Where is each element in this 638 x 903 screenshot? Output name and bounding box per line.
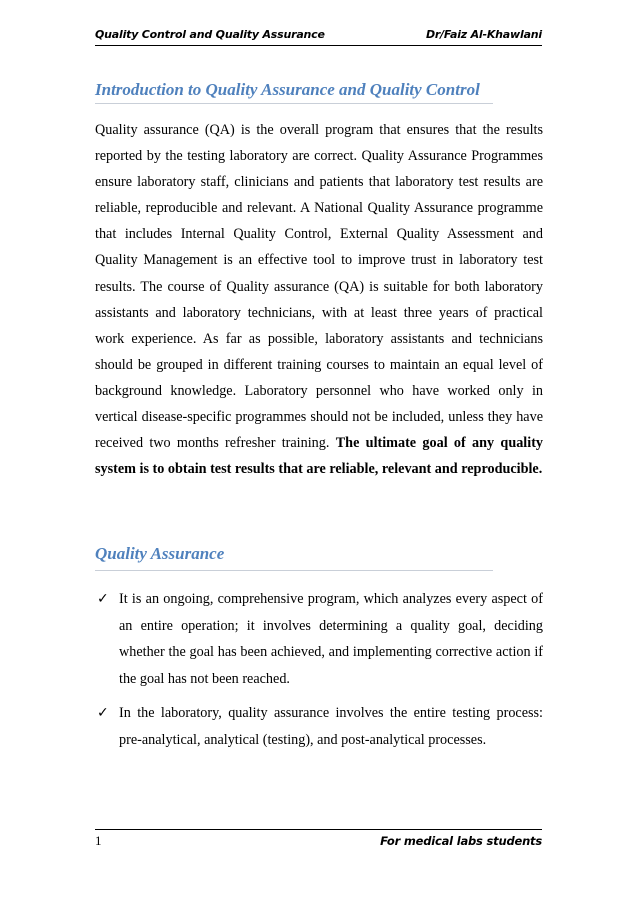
header-author: Dr/Faiz Al-Khawlani	[425, 28, 542, 41]
page-header	[95, 25, 542, 47]
section-heading-quality-assurance: Quality Assurance	[95, 544, 225, 563]
checkmark-icon: ✓	[97, 591, 109, 607]
bullet-item	[95, 700, 543, 753]
intro-paragraph	[95, 117, 543, 482]
header-title: Quality Control and Quality Assurance	[95, 28, 325, 41]
heading-underline	[95, 103, 493, 104]
footer-divider	[95, 829, 542, 830]
intro-paragraph-text: Quality assurance (QA) is the overall program that ensures that the results reported by the testing laboratory are correct. Quality Assurance Programmes ensure laboratory staff, clinicians and patients that laboratory test results are reliable, reproducible and relevant. A National Quality Assurance programme that includes Internal Quality Control, External Quality Assessment and Quality Management is an effective tool to improve trust in laboratory test results. The course of Quality assurance (QA) is suitable for both laboratory assistants and laboratory technicians, with at least three years of practical work experience. As far as possible, laboratory assistants and technicians should be grouped in different training courses to maintain an equal level of background knowledge. Laboratory personnel who have worked only in vertical disease-specific programmes should not be included, unless they have received two months refresher training.	[95, 122, 543, 452]
bullet-item	[95, 586, 543, 692]
bullet-text: It is an ongoing, comprehensive program, which analyzes every aspect of an entire operation; it involves determining a quality goal, deciding whether the goal has been achieved, and implementing corrective action if the goal has not been reached.	[119, 591, 543, 687]
intro-paragraph-bold: The ultimate goal of any quality system is to obtain test results that are reliable, relevant and reproducible.	[95, 435, 544, 478]
bullet-text: In the laboratory, quality assurance involves the entire testing process: pre-analytical, analytical (testing), and post-analytical processes.	[119, 705, 543, 748]
heading-underline	[95, 570, 493, 571]
footer-note: For medical labs students	[380, 834, 542, 848]
checkmark-icon: ✓	[97, 705, 109, 721]
header-divider	[95, 45, 542, 46]
page-number: 1	[95, 833, 102, 848]
section-heading-introduction: Introduction to Quality Assurance and Quality Control	[95, 80, 480, 99]
